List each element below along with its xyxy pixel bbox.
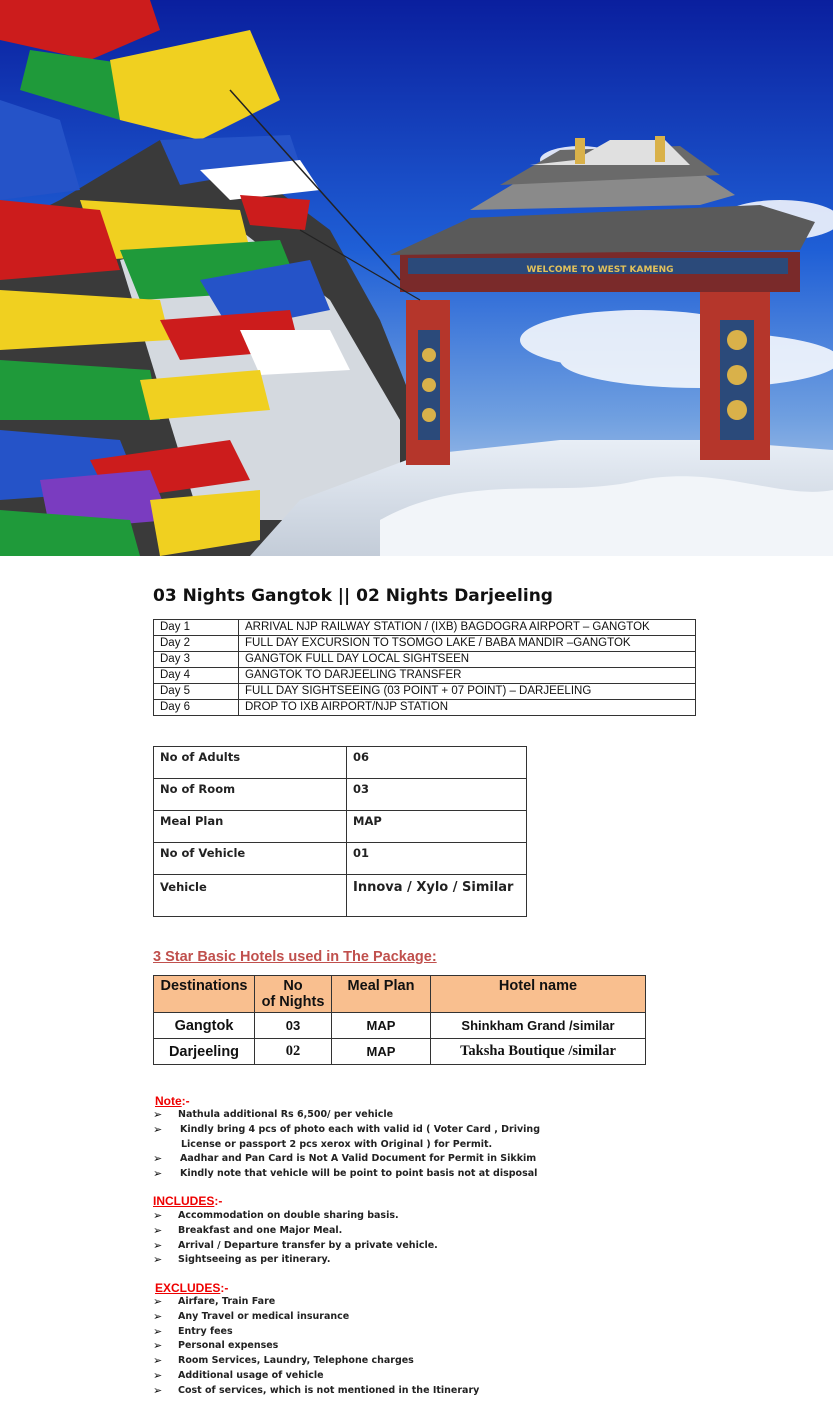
meal-cell: MAP xyxy=(332,1039,431,1065)
list-item xyxy=(153,1369,479,1384)
list-item-text: Aadhar and Pan Card is Not A Valid Document for Permit in Sikkim xyxy=(180,1153,537,1165)
hero-illustration xyxy=(0,0,833,556)
arrow-bullet-icon: ➢ xyxy=(153,1152,163,1166)
day-description: FULL DAY SIGHTSEEING (03 POINT + 07 POINT) – DARJEELING xyxy=(239,684,696,700)
day-description: FULL DAY EXCURSION TO TSOMGO LAKE / BABA MANDIR –GANGTOK xyxy=(239,636,696,652)
detail-label: Vehicle xyxy=(154,875,347,917)
arrow-bullet-icon: ➢ xyxy=(153,1295,163,1308)
includes-list xyxy=(153,1209,438,1268)
package-details-table xyxy=(153,746,527,917)
list-item-text: Personal expenses xyxy=(178,1340,279,1352)
list-item-text: Kindly note that vehicle will be point to point basis not at disposal xyxy=(180,1168,538,1180)
list-item-text: License or passport 2 pcs xerox with Original ) for Permit. xyxy=(181,1138,493,1150)
list-item xyxy=(153,1167,540,1182)
table-row xyxy=(154,620,696,636)
list-item xyxy=(153,1253,438,1268)
table-row xyxy=(154,747,527,779)
table-header-row xyxy=(154,976,646,1013)
detail-value: 06 xyxy=(347,747,527,779)
list-item-text: Kindly bring 4 pcs of photo each with valid id ( Voter Card , Driving xyxy=(180,1123,540,1135)
list-item xyxy=(153,1123,540,1138)
arrow-bullet-icon: ➢ xyxy=(153,1383,163,1397)
day-description: DROP TO IXB AIRPORT/NJP STATION xyxy=(239,700,696,716)
detail-value: 03 xyxy=(347,779,527,811)
note-heading-label: Note xyxy=(155,1094,182,1108)
detail-value: Innova / Xylo / Similar xyxy=(347,875,527,917)
page-title: 03 Nights Gangtok || 02 Nights Darjeeling xyxy=(153,586,553,606)
list-item-text: Entry fees xyxy=(178,1325,233,1337)
arrow-bullet-icon: ➢ xyxy=(153,1368,163,1382)
table-row xyxy=(154,1013,646,1039)
list-item-continuation xyxy=(153,1138,540,1153)
table-row xyxy=(154,779,527,811)
day-cell: Day 2 xyxy=(154,636,239,652)
list-item xyxy=(153,1209,438,1224)
excludes-list xyxy=(153,1295,479,1399)
nights-cell: 03 xyxy=(255,1013,332,1039)
list-item-text: Room Services, Laundry, Telephone charges xyxy=(178,1355,414,1367)
gate-banner-text: WELCOME TO WEST KAMENG xyxy=(526,265,674,275)
list-item xyxy=(153,1325,479,1340)
arrow-bullet-icon: ➢ xyxy=(153,1209,163,1222)
list-item xyxy=(153,1354,479,1369)
detail-value: 01 xyxy=(347,843,527,875)
header-nights-line2: of Nights xyxy=(261,994,325,1010)
table-row xyxy=(154,1039,646,1065)
includes-heading-label: INCLUDES xyxy=(153,1194,215,1208)
arrow-bullet-icon: ➢ xyxy=(153,1339,163,1353)
excludes-heading-suffix: :- xyxy=(220,1281,229,1295)
detail-value: MAP xyxy=(347,811,527,843)
itinerary-table xyxy=(153,619,696,716)
meal-cell: MAP xyxy=(332,1013,431,1039)
excludes-heading-label: EXCLUDES xyxy=(155,1281,221,1295)
table-row xyxy=(154,684,696,700)
hotel-name-cell: Taksha Boutique /similar xyxy=(431,1039,646,1065)
arrow-bullet-icon: ➢ xyxy=(153,1167,163,1181)
list-item-text: Additional usage of vehicle xyxy=(178,1369,324,1381)
list-item xyxy=(153,1152,540,1167)
list-item-text: Breakfast and one Major Meal. xyxy=(178,1224,343,1236)
arrow-bullet-icon: ➢ xyxy=(153,1324,163,1338)
header-destinations: Destinations xyxy=(154,976,255,1013)
detail-label: No of Vehicle xyxy=(154,843,347,875)
detail-label: No of Adults xyxy=(154,747,347,779)
hotels-table xyxy=(153,975,646,1065)
list-item xyxy=(153,1295,479,1310)
list-item xyxy=(153,1108,540,1123)
list-item xyxy=(153,1310,479,1325)
day-cell: Day 6 xyxy=(154,700,239,716)
day-description: GANGTOK TO DARJEELING TRANSFER xyxy=(239,668,696,684)
destination-cell: Darjeeling xyxy=(154,1039,255,1065)
hotels-heading: 3 Star Basic Hotels used in The Package: xyxy=(153,949,437,965)
header-nights-line1: No xyxy=(283,978,303,994)
header-meal-plan: Meal Plan xyxy=(332,976,431,1013)
note-heading-suffix: :- xyxy=(181,1094,190,1108)
header-nights xyxy=(255,976,332,1013)
list-item-text: Any Travel or medical insurance xyxy=(178,1310,350,1322)
arrow-bullet-icon: ➢ xyxy=(153,1309,163,1323)
day-description: ARRIVAL NJP RAILWAY STATION / (IXB) BAGDOGRA AIRPORT – GANGTOK xyxy=(239,620,696,636)
list-item xyxy=(153,1239,438,1254)
day-cell: Day 1 xyxy=(154,620,239,636)
table-row xyxy=(154,636,696,652)
day-cell: Day 3 xyxy=(154,652,239,668)
arrow-bullet-icon: ➢ xyxy=(153,1108,163,1121)
list-item-text: Cost of services, which is not mentioned in the Itinerary xyxy=(178,1384,480,1396)
day-cell: Day 5 xyxy=(154,684,239,700)
table-row xyxy=(154,811,527,843)
list-item-text: Airfare, Train Fare xyxy=(178,1296,276,1307)
day-description: GANGTOK FULL DAY LOCAL SIGHTSEEN xyxy=(239,652,696,668)
header-hotel-name: Hotel name xyxy=(431,976,646,1013)
list-item-text: Accommodation on double sharing basis. xyxy=(178,1210,399,1221)
table-row xyxy=(154,700,696,716)
hero-photo xyxy=(0,0,833,556)
table-row xyxy=(154,668,696,684)
list-item xyxy=(153,1224,438,1239)
table-row xyxy=(154,875,527,917)
includes-heading-suffix: :- xyxy=(214,1194,223,1208)
day-cell: Day 4 xyxy=(154,668,239,684)
includes-heading xyxy=(153,1194,222,1208)
list-item-text: Sightseeing as per itinerary. xyxy=(178,1254,331,1266)
list-item-text: Nathula additional Rs 6,500/ per vehicle xyxy=(178,1109,394,1120)
note-list xyxy=(153,1108,540,1182)
arrow-bullet-icon: ➢ xyxy=(153,1238,163,1252)
note-heading xyxy=(155,1094,190,1108)
list-item xyxy=(153,1339,479,1354)
list-item-text: Arrival / Departure transfer by a private vehicle. xyxy=(178,1239,438,1251)
arrow-bullet-icon: ➢ xyxy=(153,1253,163,1267)
nights-cell: 02 xyxy=(255,1039,332,1065)
detail-label: Meal Plan xyxy=(154,811,347,843)
hotel-name-cell: Shinkham Grand /similar xyxy=(431,1013,646,1039)
excludes-heading xyxy=(155,1281,228,1295)
table-row xyxy=(154,843,527,875)
detail-label: No of Room xyxy=(154,779,347,811)
arrow-bullet-icon: ➢ xyxy=(153,1354,163,1368)
arrow-bullet-icon: ➢ xyxy=(153,1122,163,1136)
destination-cell: Gangtok xyxy=(154,1013,255,1039)
table-row xyxy=(154,652,696,668)
list-item xyxy=(153,1384,479,1399)
arrow-bullet-icon: ➢ xyxy=(153,1223,163,1237)
